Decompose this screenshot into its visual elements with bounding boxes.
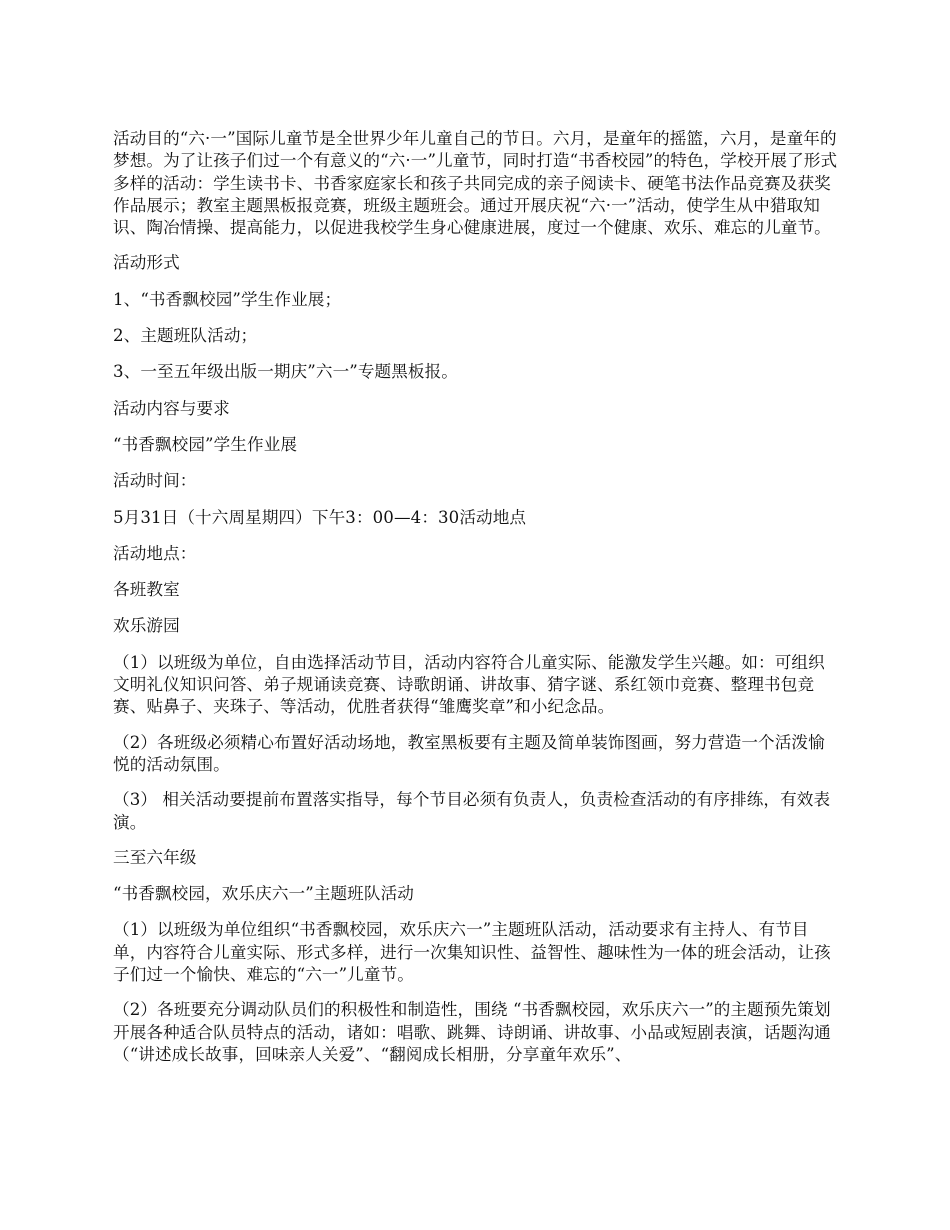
list-item-form-3: 3、一至五年级出版一期庆”六一”专题黑板报。 (113, 362, 459, 382)
paragraph-garden-item-1: （1）以班级为单位，自由选择活动节目，活动内容符合儿童实际、能激发学生兴趣。如：可组织文明礼仪知识问答、弟子规诵读竞赛、诗歌朗诵、讲故事、猜字谜、系红领巾竞赛、整理书包竞赛、贴鼻子、夹珠子、等活动，优胜者获得“雏鹰奖章”和小纪念品。 (113, 652, 825, 717)
paragraph-activity-purpose: 活动目的“六·一”国际儿童节是全世界少年儿童自己的节日。六月，是童年的摇篮，六月，是童年的梦想。为了让孩子们过一个有意义的“六·一”儿童节，同时打造“书香校园”的特色，学校开展了形式多样的活动：学生读书卡、书香家庭家长和孩子共同完成的亲子阅读卡、硬笔书法作品竞赛及获奖作品展示；教室主题黑板报竞赛，班级主题班会。通过开展庆祝“六·一”活动，使学生从中猎取知识、陶冶情操、提高能力，以促进我校学生身心健康进展，度过一个健康、欢乐、难忘的儿童节。 (113, 129, 838, 238)
paragraph-theme-item-2: （2）各班要充分调动队员们的积极性和制造性，围绕 “书香飘校园，欢乐庆六一”的主题预先策划开展各种适合队员特点的活动，诸如：唱歌、跳舞、诗朗诵、讲故事、小品或短剧表演，话题沟通（“讲述成长故事，回味亲人关爱”、“翻阅成长相册，分享童年欢乐”、 (113, 1000, 831, 1064)
paragraph-garden-item-2: （2）各班级必须精心布置好活动场地，教室黑板要有主题及简单装饰图画，努力营造一个活泼愉悦的活动氛围。 (113, 732, 825, 774)
list-item-form-1: 1、“书香飘校园”学生作业展； (113, 289, 342, 309)
heading-activity-form: 活动形式 (113, 253, 180, 273)
paragraph-theme-item-1: （1）以班级为单位组织“书香飘校园，欢乐庆六一”主题班队活动，活动要求有主持人、有节目单，内容符合儿童实际、形式多样，进行一次集知识性、益智性、趣味性为一体的班会活动，让孩子们过一个愉快、难忘的“六一”儿童节。 (113, 920, 831, 985)
heading-homework-exhibition: “书香飘校园”学生作业展 (113, 434, 298, 454)
label-activity-time: 活动时间： (113, 471, 197, 491)
value-activity-time: 5月31日（十六周星期四）下午3：00—4：30活动地点 (113, 507, 527, 527)
heading-grades-three-to-six: 三至六年级 (113, 847, 197, 867)
label-activity-location: 活动地点： (113, 543, 197, 563)
value-activity-location: 各班教室 (113, 580, 180, 600)
heading-happy-garden: 欢乐游园 (113, 616, 180, 636)
list-item-form-2: 2、主题班队活动； (113, 326, 258, 346)
heading-class-theme-activity: “书香飘校园，欢乐庆六一”主题班队活动 (113, 884, 414, 904)
paragraph-garden-item-3: （3） 相关活动要提前布置落实指导，每个节目必须有负责人，负责检查活动的有序排练，有效表演。 (113, 790, 831, 832)
heading-content-requirements: 活动内容与要求 (113, 398, 230, 418)
